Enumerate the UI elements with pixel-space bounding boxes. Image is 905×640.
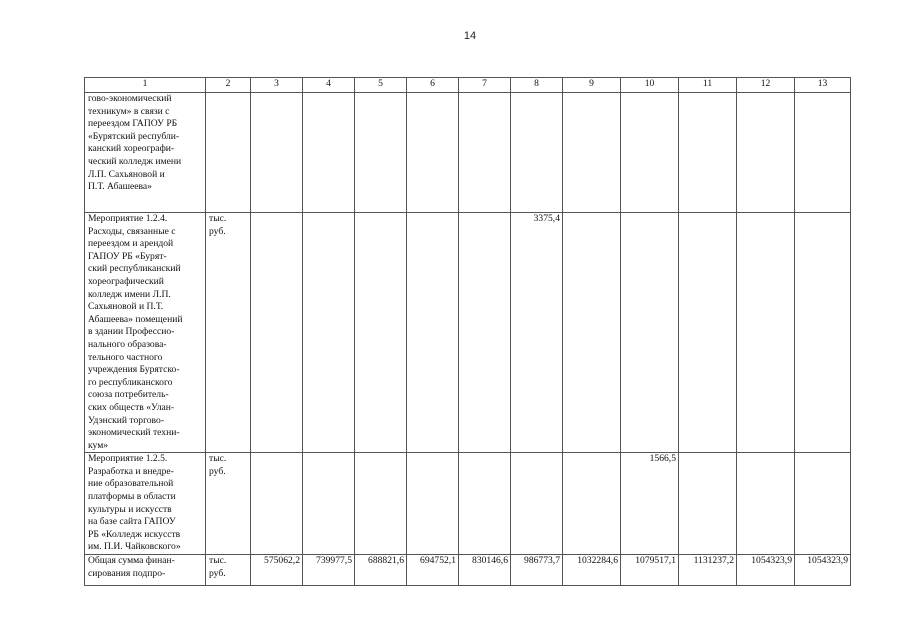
value-cell: 1054323,9: [795, 555, 851, 586]
value-cell: 739977,5: [303, 555, 355, 586]
value-cell: [511, 93, 563, 213]
table-row: [85, 93, 851, 213]
value-cell: [737, 453, 795, 555]
value-cell: [355, 93, 407, 213]
column-number: 1: [85, 78, 206, 93]
column-number: 2: [206, 78, 251, 93]
value-cell: [459, 213, 511, 453]
value-cell: [251, 213, 303, 453]
unit-cell: тыс. руб.: [206, 213, 251, 453]
value-cell: [679, 213, 737, 453]
value-cell: [355, 453, 407, 555]
page-number: 14: [463, 30, 477, 42]
value-cell: [303, 453, 355, 555]
funding-table: [84, 77, 851, 586]
column-number: 10: [621, 78, 679, 93]
column-number: 3: [251, 78, 303, 93]
value-cell: [303, 213, 355, 453]
value-cell: [563, 453, 621, 555]
value-cell: [251, 453, 303, 555]
value-cell: [251, 93, 303, 213]
value-cell: [563, 213, 621, 453]
value-cell: [795, 93, 851, 213]
column-numbers-row: [85, 78, 851, 93]
value-cell: 694752,1: [407, 555, 459, 586]
table-row: [85, 213, 851, 453]
value-cell: 3375,4: [511, 213, 563, 453]
column-number: 4: [303, 78, 355, 93]
value-cell: [621, 93, 679, 213]
column-number: 6: [407, 78, 459, 93]
value-cell: [303, 93, 355, 213]
column-number: 9: [563, 78, 621, 93]
value-cell: 1079517,1: [621, 555, 679, 586]
value-cell: [737, 213, 795, 453]
column-number: 13: [795, 78, 851, 93]
value-cell: [407, 93, 459, 213]
value-cell: 1054323,9: [737, 555, 795, 586]
measure-name-cell: Мероприятие 1.2.4. Расходы, связанные с переездом и арендой ГАПОУ РБ «Бурят- ский республиканский хореографический колледж имени Л.П. Сахьяновой и П.Т. Абашеева» помещений в здании Профессио- нального образова- тельного частного учреждения Бурятско- го республиканского союза потребитель- ских обществ «Улан- Удэнский торгово- экономический техни- кум»: [85, 213, 206, 453]
table-row: [85, 453, 851, 555]
value-cell: [795, 213, 851, 453]
value-cell: 688821,6: [355, 555, 407, 586]
value-cell: [679, 93, 737, 213]
value-cell: [355, 213, 407, 453]
column-number: 8: [511, 78, 563, 93]
value-cell: 1032284,6: [563, 555, 621, 586]
measure-name-cell: гово-экономический техникум» в связи с переездом ГАПОУ РБ «Бурятский республи- канский хореографи- ческий колледж имени Л.П. Сахьяновой и П.Т. Абашеева»: [85, 93, 206, 213]
column-number: 11: [679, 78, 737, 93]
measure-name-cell: Мероприятие 1.2.5. Разработка и внедре- ние образовательной платформы в области культуры и искусств на базе сайта ГАПОУ РБ «Колледж искусств им. П.И. Чайковского»: [85, 453, 206, 555]
column-number: 12: [737, 78, 795, 93]
unit-cell: тыс. руб.: [206, 453, 251, 555]
measure-name-cell: Общая сумма финан- сирования подпро-: [85, 555, 206, 586]
value-cell: 1131237,2: [679, 555, 737, 586]
value-cell: [621, 213, 679, 453]
table-row: [85, 555, 851, 586]
value-cell: [407, 213, 459, 453]
value-cell: [737, 93, 795, 213]
value-cell: [407, 453, 459, 555]
unit-cell: тыс. руб.: [206, 555, 251, 586]
value-cell: [511, 453, 563, 555]
value-cell: 830146,6: [459, 555, 511, 586]
value-cell: [459, 93, 511, 213]
value-cell: 575062,2: [251, 555, 303, 586]
value-cell: 986773,7: [511, 555, 563, 586]
column-number: 7: [459, 78, 511, 93]
value-cell: [795, 453, 851, 555]
value-cell: [563, 93, 621, 213]
column-number: 5: [355, 78, 407, 93]
value-cell: [459, 453, 511, 555]
value-cell: 1566,5: [621, 453, 679, 555]
unit-cell: [206, 93, 251, 213]
value-cell: [679, 453, 737, 555]
